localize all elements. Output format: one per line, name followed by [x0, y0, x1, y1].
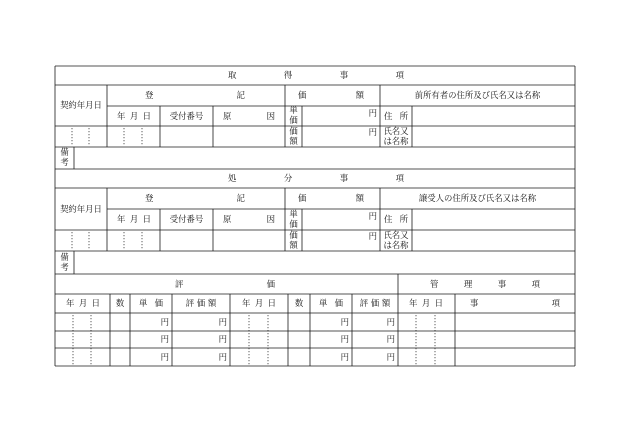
valuation-unit-yen-r1c2: 円: [340, 316, 349, 327]
acquisition-contract-date-header: 契約年月日: [60, 100, 102, 111]
disposal-unit-price-label: 単 価: [289, 208, 298, 229]
disposal-contract-date-header: 契約年月日: [60, 203, 102, 214]
disposal-cause-header: 原 因: [223, 214, 275, 225]
valuation-unit-yen-r3c2: 円: [340, 351, 349, 362]
valuation-unit-yen-r3c1: 円: [160, 351, 169, 362]
acquisition-receipt-no-header: 受付番号: [169, 110, 204, 121]
management-section-title: 管 理 事 項: [430, 278, 540, 289]
valuation-amount-yen-r3c1: 円: [218, 351, 227, 362]
acquisition-price-header: 価 額: [298, 90, 364, 101]
disposal-total-yen: 円: [368, 230, 377, 241]
valuation-unit-yen-r2c2: 円: [340, 334, 349, 345]
acquisition-party-header: 前所有者の住所及び氏名又は名称: [414, 90, 541, 101]
acquisition-name-label: 氏名又 は名称: [383, 125, 409, 146]
valuation-ymd-header-2: 年 月 日: [242, 298, 276, 309]
acquisition-unit-price-label: 単 価: [289, 105, 298, 125]
valuation-unit-yen-r2c1: 円: [160, 334, 169, 345]
valuation-ymd-header-1: 年 月 日: [66, 298, 100, 309]
disposal-price-header: 価 額: [298, 193, 364, 204]
acquisition-registration-header: 登 記: [145, 90, 245, 101]
acquisition-ymd-header: 年 月 日: [117, 110, 151, 121]
valuation-amount-yen-r1c1: 円: [218, 316, 227, 327]
valuation-amount-header-1: 評 価 額: [185, 298, 217, 309]
valuation-amount-yen-r3c2: 円: [386, 351, 395, 362]
acquisition-address-label: 住 所: [384, 110, 408, 121]
valuation-count-header-2: 数: [294, 298, 304, 309]
valuation-amount-header-2: 評 価 額: [359, 298, 391, 309]
disposal-ymd-header: 年 月 日: [117, 214, 151, 225]
disposal-unit-price-yen: 円: [368, 210, 377, 221]
disposal-name-label: 氏名又 は名称: [383, 229, 409, 250]
remarks-label-1: 備 考: [60, 147, 69, 167]
valuation-section-title: 評 価: [175, 278, 275, 289]
acquisition-cause-header: 原 因: [223, 110, 275, 121]
valuation-amount-yen-r1c2: 円: [386, 316, 395, 327]
valuation-amount-yen-r2c2: 円: [386, 334, 395, 345]
management-matter-header: 事 項: [470, 298, 560, 309]
disposal-section-title: 処 分 事 項: [228, 173, 404, 184]
disposal-address-label: 住 所: [384, 214, 408, 225]
disposal-registration-header: 登 記: [145, 193, 245, 204]
acquisition-section-title: 取 得 事 項: [228, 70, 404, 81]
disposal-party-header: 譲受人の住所及び氏名又は名称: [418, 193, 537, 204]
valuation-unit-price-header-1: 単 価: [139, 298, 163, 309]
remarks-label-2: 備 考: [60, 251, 69, 272]
acquisition-total-label: 価 額: [289, 125, 298, 146]
valuation-amount-yen-r2c1: 円: [218, 334, 227, 345]
acquisition-total-yen: 円: [368, 126, 377, 137]
valuation-count-header-1: 数: [115, 298, 125, 309]
disposal-receipt-no-header: 受付番号: [169, 214, 204, 225]
management-ymd-header: 年 月 日: [409, 298, 443, 309]
valuation-unit-price-header-2: 単 価: [319, 298, 343, 309]
acquisition-unit-price-yen: 円: [368, 107, 377, 118]
disposal-total-label: 価 額: [289, 229, 298, 250]
valuation-unit-yen-r1c1: 円: [160, 316, 169, 327]
